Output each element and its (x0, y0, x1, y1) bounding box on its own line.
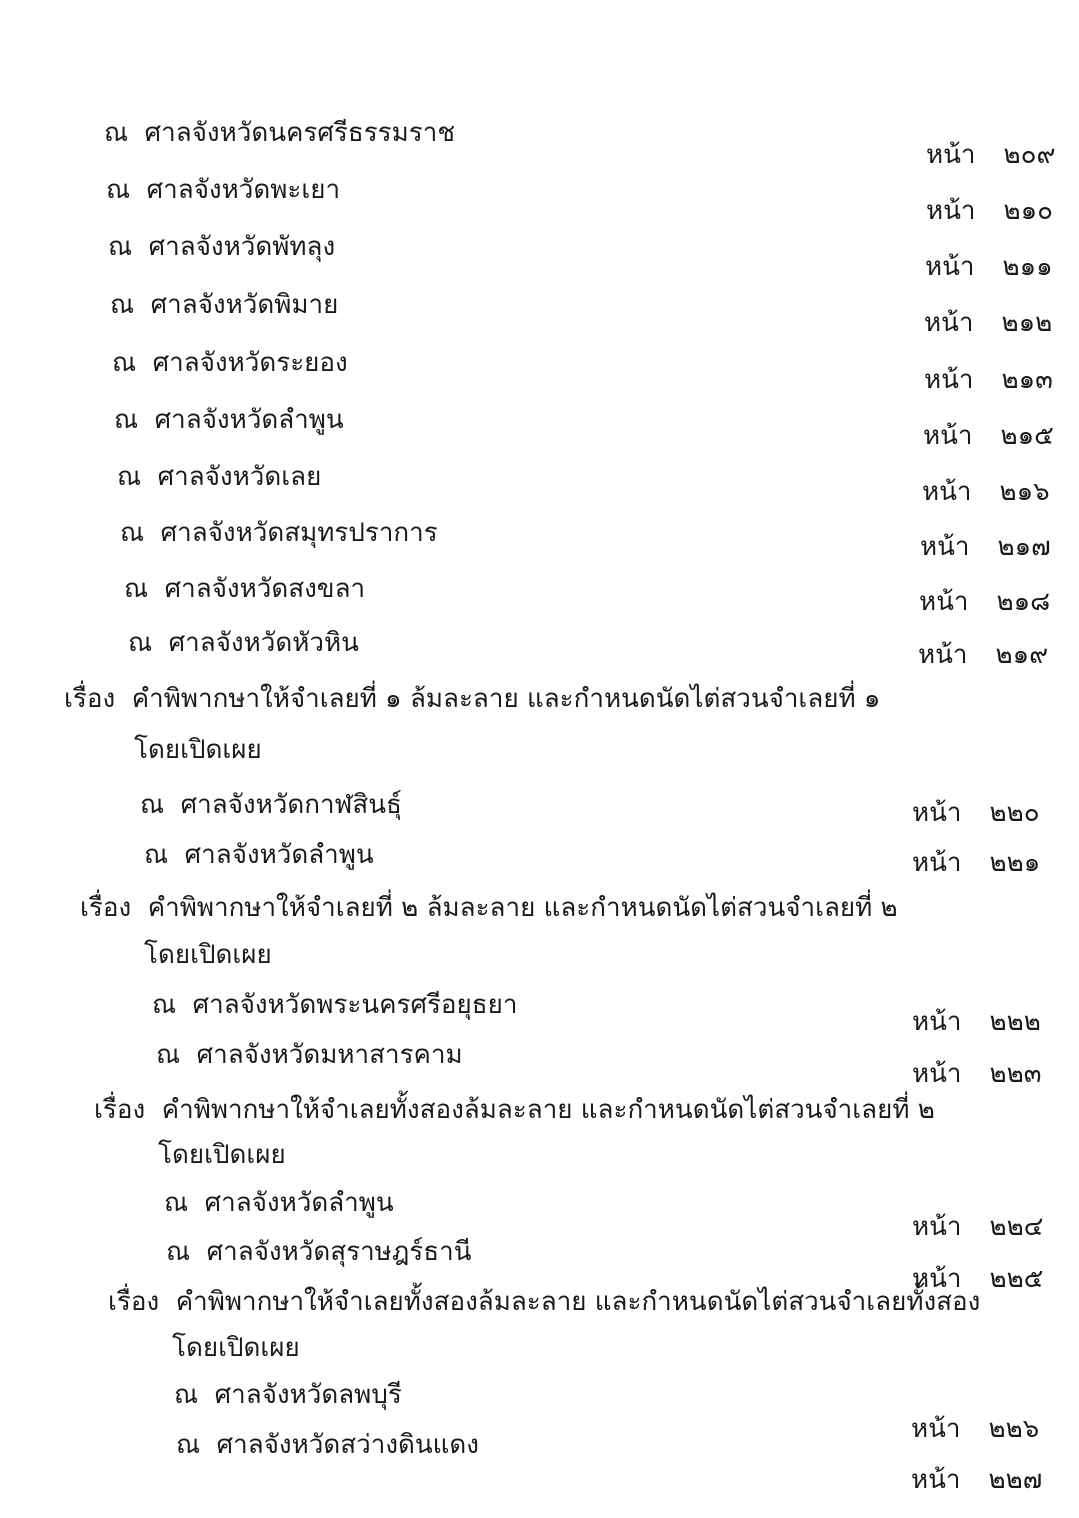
section-title: คำพิพากษาให้จำเลยทั้งสองล้มละลาย และกำหนดนัดไต่สวนจำเลยทั้งสอง (175, 1287, 981, 1317)
entry-prefix: ณ (164, 1188, 189, 1218)
section-heading (64, 684, 880, 714)
section-heading (94, 1095, 935, 1125)
page-number: ๒๐๙ (1003, 140, 1056, 170)
section-label: เรื่อง (64, 684, 116, 714)
page-number: ๒๑๘ (996, 587, 1051, 617)
page-number: ๒๒๐ (989, 798, 1040, 828)
page-number: ๒๑๕ (1000, 421, 1054, 451)
court-entry (108, 232, 335, 262)
court-entry (176, 1430, 479, 1460)
page-label: หน้า (912, 1264, 962, 1294)
page-number: ๒๒๔ (989, 1212, 1044, 1242)
section-label: เรื่อง (108, 1287, 160, 1317)
page-label: หน้า (926, 196, 976, 226)
entry-prefix: ณ (144, 840, 169, 870)
page-label: หน้า (924, 308, 974, 338)
page-ref (912, 798, 1040, 828)
court-name: ศาลจังหวัดลำพูน (204, 1188, 394, 1218)
court-entry (152, 990, 517, 1020)
page-number: ๒๑๐ (1003, 196, 1054, 226)
page-number: ๒๑๖ (999, 477, 1050, 507)
page-label: หน้า (919, 587, 969, 617)
page-label: หน้า (920, 532, 970, 562)
page-number: ๒๒๑ (989, 848, 1041, 878)
entry-prefix: ณ (106, 175, 131, 205)
court-name: ศาลจังหวัดเลย (157, 462, 322, 492)
entry-prefix: ณ (176, 1430, 201, 1460)
page-ref (912, 1059, 1042, 1089)
page-label: หน้า (924, 365, 974, 395)
entry-prefix: ณ (156, 1040, 181, 1070)
page-ref (926, 140, 1056, 170)
page-number: ๒๑๗ (997, 532, 1051, 562)
page-ref (922, 477, 1050, 507)
court-entry (112, 348, 348, 378)
section-title-continued: โดยเปิดเผย (172, 1333, 300, 1363)
page-ref (918, 640, 1048, 670)
page-ref (912, 1264, 1043, 1294)
page-ref (919, 587, 1050, 617)
court-entry (166, 1237, 471, 1267)
court-name: ศาลจังหวัดพระนครศรีอยุธยา (192, 990, 518, 1020)
entry-prefix: ณ (114, 405, 139, 435)
court-name: ศาลจังหวัดพัทลุง (148, 232, 336, 262)
page-ref (923, 421, 1054, 451)
page-number: ๒๒๖ (988, 1414, 1040, 1444)
court-entry (128, 628, 359, 658)
entry-prefix: ณ (117, 462, 142, 492)
entry-prefix: ณ (112, 348, 137, 378)
entry-prefix: ณ (152, 990, 177, 1020)
page-label: หน้า (918, 640, 968, 670)
page-ref (911, 1465, 1042, 1495)
page-number: ๒๑๙ (995, 640, 1049, 670)
page-label: หน้า (925, 252, 975, 282)
page-label: หน้า (912, 798, 962, 828)
court-entry (117, 462, 321, 492)
court-entry (124, 574, 365, 604)
page-number: ๒๑๒ (1001, 308, 1053, 338)
page-ref (924, 365, 1053, 395)
court-name: ศาลจังหวัดสมุทรปราการ (160, 518, 438, 548)
page-ref (912, 848, 1040, 878)
entry-prefix: ณ (128, 628, 153, 658)
court-entry (106, 175, 340, 205)
page-number: ๒๒๗ (988, 1465, 1043, 1495)
court-entry (104, 118, 455, 148)
entry-prefix: ณ (110, 290, 135, 320)
page-label: หน้า (912, 1007, 962, 1037)
court-name: ศาลจังหวัดสุราษฎร์ธานี (206, 1237, 472, 1267)
page-ref (912, 1212, 1043, 1242)
court-entry (164, 1188, 394, 1218)
entry-prefix: ณ (166, 1237, 191, 1267)
court-name: ศาลจังหวัดลำพูน (154, 405, 344, 435)
entry-prefix: ณ (120, 518, 145, 548)
court-name: ศาลจังหวัดลพบุรี (214, 1380, 402, 1410)
court-name: ศาลจังหวัดมหาสารคาม (196, 1040, 463, 1070)
court-entry (110, 290, 338, 320)
page-label: หน้า (922, 477, 972, 507)
court-name: ศาลจังหวัดพะเยา (146, 175, 341, 205)
entry-prefix: ณ (124, 574, 149, 604)
court-entry (174, 1380, 402, 1410)
court-name: ศาลจังหวัดสงขลา (164, 574, 366, 604)
court-entry (156, 1040, 463, 1070)
page-number: ๒๑๑ (1002, 252, 1053, 282)
section-label: เรื่อง (80, 893, 132, 923)
court-name: ศาลจังหวัดระยอง (152, 348, 348, 378)
section-title-continued: โดยเปิดเผย (158, 1140, 286, 1170)
page-label: หน้า (911, 1414, 961, 1444)
court-name: ศาลจังหวัดสว่างดินแดง (216, 1430, 480, 1460)
section-title-continued: โดยเปิดเผย (144, 940, 272, 970)
entry-prefix: ณ (104, 118, 129, 148)
court-name: ศาลจังหวัดหัวหิน (168, 628, 359, 658)
page-number: ๒๑๓ (1001, 365, 1053, 395)
court-entry (114, 405, 344, 435)
page-label: หน้า (923, 421, 973, 451)
page-number: ๒๒๕ (989, 1264, 1044, 1294)
court-name: ศาลจังหวัดกาฬสินธุ์ (180, 790, 402, 820)
court-entry (140, 790, 402, 820)
page-ref (912, 1007, 1041, 1037)
court-entry (120, 518, 438, 548)
court-entry (144, 840, 374, 870)
page-number: ๒๒๒ (989, 1007, 1041, 1037)
page-number: ๒๒๓ (989, 1059, 1042, 1089)
entry-prefix: ณ (140, 790, 165, 820)
section-label: เรื่อง (94, 1095, 146, 1125)
page-ref (920, 532, 1051, 562)
court-name: ศาลจังหวัดลำพูน (184, 840, 374, 870)
section-title: คำพิพากษาให้จำเลยที่ ๒ ล้มละลาย และกำหนดนัดไต่สวนจำเลยที่ ๒ (147, 893, 898, 923)
entry-prefix: ณ (108, 232, 133, 262)
entry-prefix: ณ (174, 1380, 199, 1410)
page-ref (911, 1414, 1039, 1444)
section-heading (80, 893, 898, 923)
section-title-continued: โดยเปิดเผย (134, 735, 262, 765)
page-label: หน้า (912, 848, 962, 878)
page-ref (926, 196, 1053, 226)
page-label: หน้า (912, 1212, 962, 1242)
page-ref (924, 308, 1052, 338)
section-title: คำพิพากษาให้จำเลยที่ ๑ ล้มละลาย และกำหนดนัดไต่สวนจำเลยที่ ๑ (131, 684, 881, 714)
court-name: ศาลจังหวัดนครศรีธรรมราช (144, 118, 455, 148)
page-label: หน้า (912, 1059, 962, 1089)
page-label: หน้า (926, 140, 976, 170)
page-ref (925, 252, 1053, 282)
page-label: หน้า (911, 1465, 961, 1495)
section-title: คำพิพากษาให้จำเลยทั้งสองล้มละลาย และกำหนดนัดไต่สวนจำเลยที่ ๒ (161, 1095, 935, 1125)
section-heading (108, 1287, 980, 1317)
court-name: ศาลจังหวัดพิมาย (150, 290, 339, 320)
